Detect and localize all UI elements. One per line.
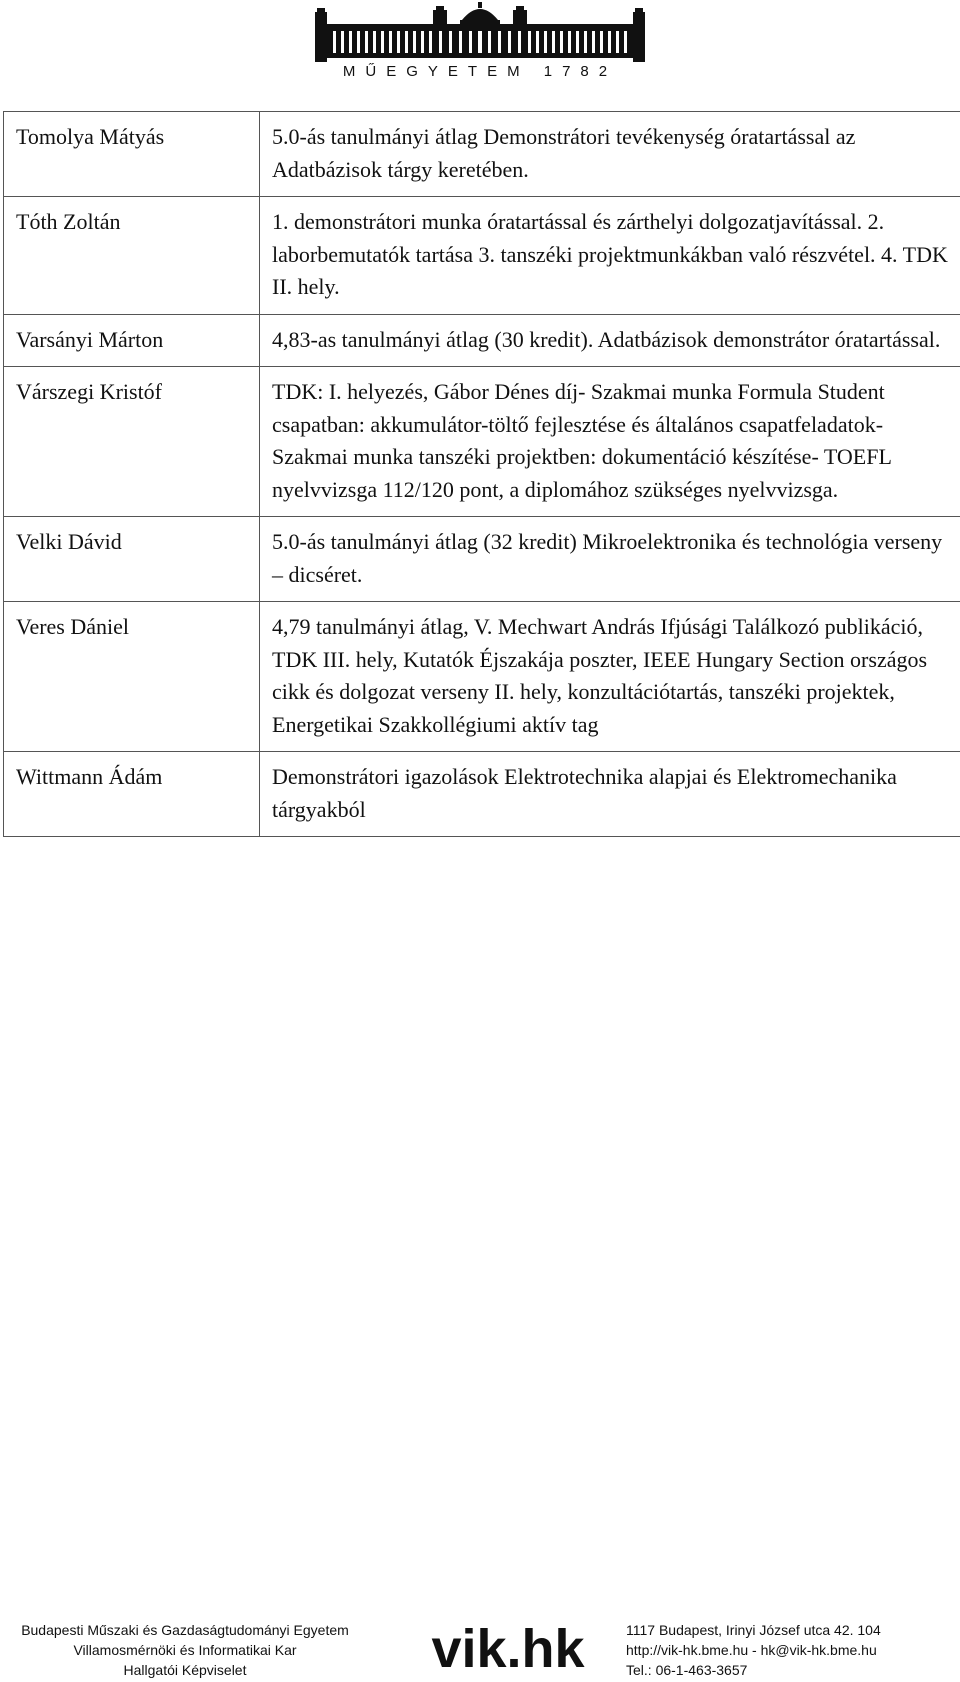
university-building-icon <box>315 0 645 62</box>
table-row <box>4 112 960 197</box>
university-logo <box>315 0 645 82</box>
student-description: 4,83-as tanulmányi átlag (30 kredit). Adatbázisok demonstrátor óratartással. <box>260 314 960 367</box>
logo-caption: MŰEGYETEM 1782 <box>342 63 618 80</box>
student-name: Varsányi Márton <box>4 314 260 367</box>
footer-council: Hallgatói Képviselet <box>123 1662 247 1678</box>
student-description: TDK: I. helyezés, Gábor Dénes díj- Szakmai munka Formula Student csapatban: akkumulátor-töltő fejlesztése és általános csapatfeladatok- Szakmai munka tanszéki projektben: dokumentáció készítése- TOEFL nyelvvizsga 112/120 pont, a diplomához szükséges nyelvvizsga. <box>260 367 960 517</box>
student-description: 4,79 tanulmányi átlag, V. Mechwart András Ifjúsági Találkozó publikáció, TDK III. hely, Kutatók Éjszakája poszter, IEEE Hungary Section országos cikk és dolgozat verseny II. hely, konzultációtartás, tanszéki projektek, Energetikai Szakkollégiumi aktív tag <box>260 602 960 752</box>
student-name: Tomolya Mátyás <box>4 112 260 197</box>
vikhk-logo-text: vik.hk <box>431 1619 585 1679</box>
table-row <box>4 314 960 367</box>
student-table <box>3 111 957 837</box>
table-row <box>4 197 960 315</box>
student-description: 5.0-ás tanulmányi átlag (32 kredit) Mikroelektronika és technológia verseny – dicséret. <box>260 517 960 602</box>
student-name: Veres Dániel <box>4 602 260 752</box>
footer-phone: Tel.: 06-1-463-3657 <box>626 1662 748 1678</box>
student-name: Várszegi Kristóf <box>4 367 260 517</box>
footer-institution <box>0 1620 370 1680</box>
vikhk-logo <box>418 1617 598 1679</box>
page-footer <box>0 1620 960 1682</box>
student-description: 1. demonstrátori munka óratartással és zárthelyi dolgozatjavítással. 2. laborbemutatók tartása 3. tanszéki projektmunkákban való részvétel. 4. TDK II. hely. <box>260 197 960 315</box>
student-name: Tóth Zoltán <box>4 197 260 315</box>
student-name: Wittmann Ádám <box>4 752 260 837</box>
table-row <box>4 367 960 517</box>
table-row <box>4 602 960 752</box>
footer-address: 1117 Budapest, Irinyi József utca 42. 104 <box>626 1622 881 1638</box>
footer-web-email: http://vik-hk.bme.hu - hk@vik-hk.bme.hu <box>626 1642 877 1658</box>
footer-contact <box>626 1620 946 1680</box>
footer-faculty: Villamosmérnöki és Informatikai Kar <box>73 1642 297 1658</box>
student-description: 5.0-ás tanulmányi átlag Demonstrátori tevékenység óratartással az Adatbázisok tárgy keretében. <box>260 112 960 197</box>
student-name: Velki Dávid <box>4 517 260 602</box>
table-row <box>4 517 960 602</box>
table-row <box>4 752 960 837</box>
student-description: Demonstrátori igazolások Elektrotechnika alapjai és Elektromechanika tárgyakból <box>260 752 960 837</box>
footer-university: Budapesti Műszaki és Gazdaságtudományi Egyetem <box>21 1622 349 1638</box>
